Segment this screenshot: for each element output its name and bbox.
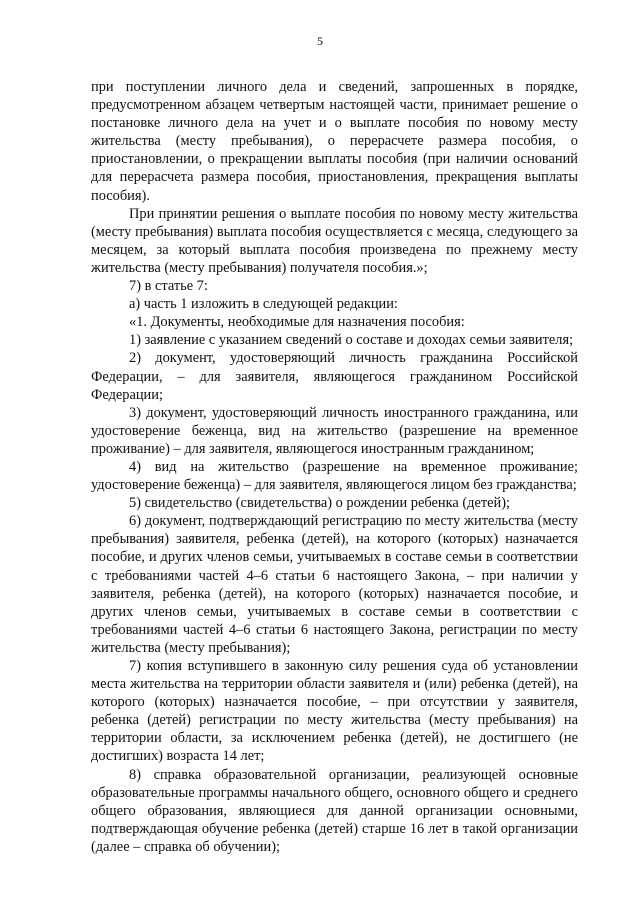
paragraph-payment-start: При принятии решения о выплате пособия по новому месту жительства (месту пребывания) выплата пособия осуществляется с месяца, следующего за месяцем, за который выплата пособия произведена по прежнему месту жительства (месту пребывания) получателя пособия.»; xyxy=(91,205,578,276)
page-number: 5 xyxy=(317,34,323,48)
list-item-5: 5) свидетельство (свидетельства) о рождении ребенка (детей); xyxy=(129,495,511,512)
paragraph-part-1-amend: а) часть 1 изложить в следующей редакции: xyxy=(129,296,398,313)
paragraph-documents-heading: «1. Документы, необходимые для назначения пособия: xyxy=(129,314,465,331)
document-body xyxy=(91,78,578,856)
paragraph-decision-on-transfer: при поступлении личного дела и сведений, запрошенных в порядке, предусмотренном абзацем четвертым настоящей части, принимает решение о постановке личного дела на учет и о выплате пособия по новому месту жительства (месту пребывания), о перерасчете размера пособия, о приостановлении, о прекращении выплаты пособия (при наличии оснований для перерасчета размера пособия, приостановления, прекращения выплаты пособия). xyxy=(91,79,578,204)
list-item-7: 7) копия вступившего в законную силу решения суда об установлении места жительства на территории области заявителя и (или) ребенка (детей), на которого (которых) назначается пособие, – при отсутствии у заявителя, ребенка (детей) регистрации по месту жительства (месту пребывания) на территории области, за исключением ребенка (детей), не достигшего (не достигших) возраста 14 лет; xyxy=(91,658,578,765)
paragraph-article-7: 7) в статье 7: xyxy=(129,278,208,295)
list-item-1: 1) заявление с указанием сведений о составе и доходах семьи заявителя; xyxy=(129,332,574,349)
list-item-2: 2) документ, удостоверяющий личность гражданина Российской Федерации, – для заявителя, являющегося гражданином Российской Федерации; xyxy=(91,350,578,403)
list-item-3: 3) документ, удостоверяющий личность иностранного гражданина, или удостоверение беженца, вид на жительство (разрешение на временное проживание) – для заявителя, являющегося иностранным гражданином; xyxy=(91,404,578,457)
list-item-4: 4) вид на жительство (разрешение на временное проживание; удостоверение беженца) – для заявителя, являющегося лицом без гражданства; xyxy=(91,458,578,494)
list-item-6: 6) документ, подтверждающий регистрацию по месту жительства (месту пребывания) заявителя, ребенка (детей), на которого (которых) назначается пособие, и других членов семьи, учитываемых в составе семьи в соответствии с требованиями частей 4–6 статьи 6 настоящего Закона, – при наличии у заявителя, ребенка (детей), на которого (которых) назначается пособие, и других членов семьи, учитываемых в составе семьи в соответствии с требованиями частей 4–6 статьи 6 настоящего Закона, регистрации по месту жительства (месту пребывания); xyxy=(91,513,578,656)
list-item-8: 8) справка образовательной организации, реализующей основные образовательные программы начального общего, основного общего и среднего общего образования, являющиеся для данной организации основными, подтверждающая обучение ребенка (детей) старше 16 лет в такой организации (далее – справка об обучении); xyxy=(91,766,578,855)
